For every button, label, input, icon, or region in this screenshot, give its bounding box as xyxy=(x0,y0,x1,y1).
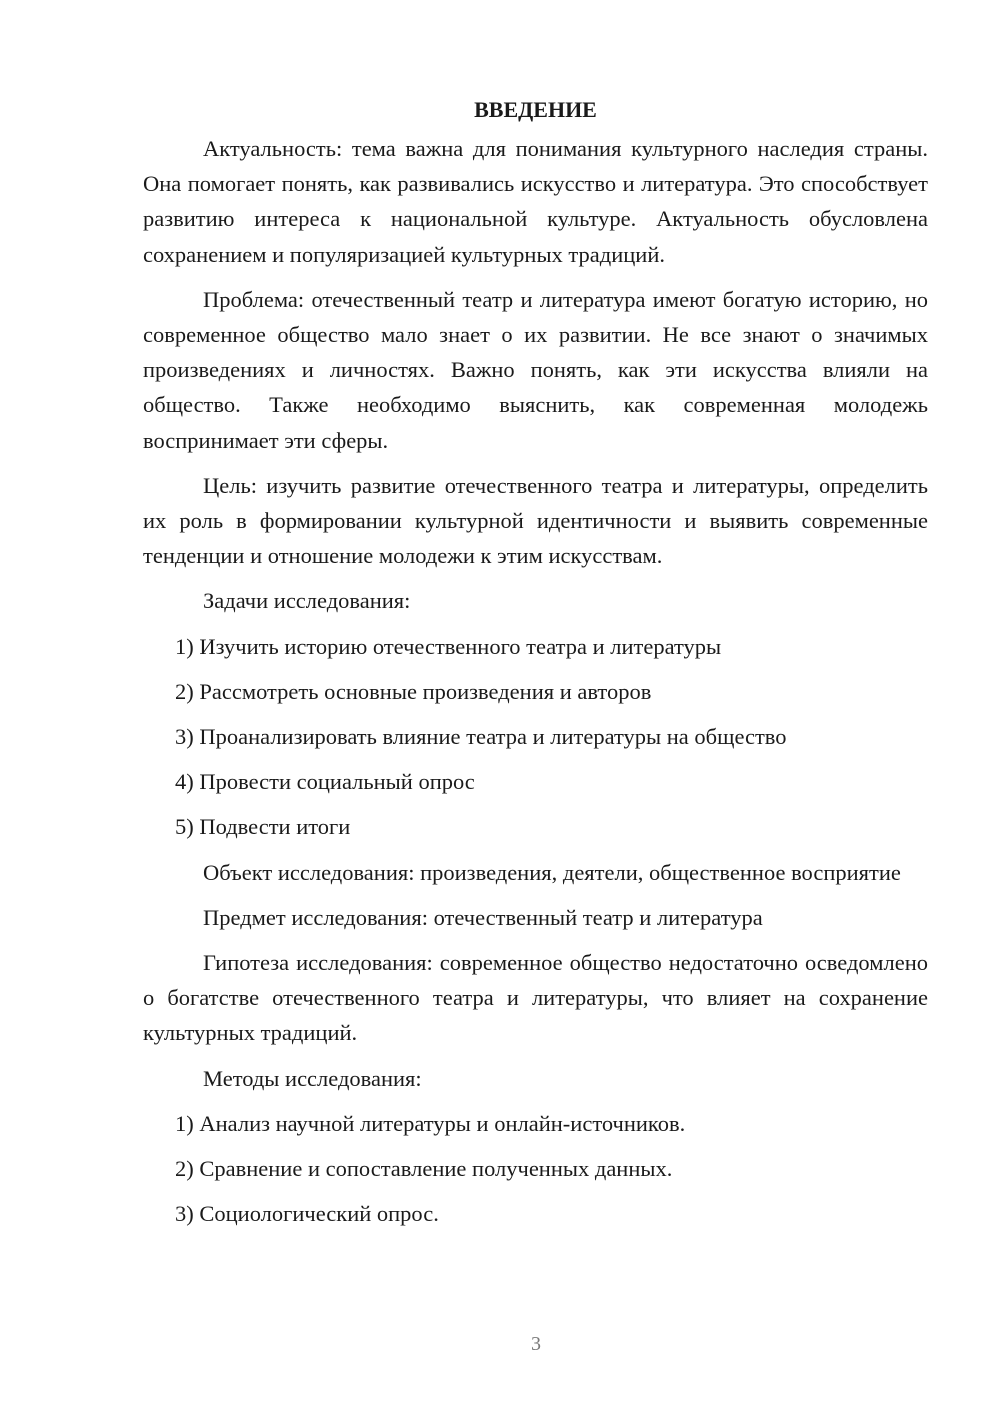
goal-paragraph: Цель: изучить развитие отечественного театра и литературы, определить их роль в формировании культурной идентичности и выявить современные тенденции и отношение молодежи к этим искусствам. xyxy=(143,472,928,569)
list-item: 2) Сравнение и сопоставление полученных данных. xyxy=(175,1156,673,1182)
list-item: 1) Анализ научной литературы и онлайн-источников. xyxy=(175,1110,686,1136)
page-number: 3 xyxy=(531,1333,541,1355)
object-paragraph: Объект исследования: произведения, деятели, общественное восприятие xyxy=(203,859,901,885)
methods-list xyxy=(143,1106,928,1232)
document-page xyxy=(143,92,928,1241)
list-item: 5) Подвести итоги xyxy=(175,814,351,840)
problem-paragraph: Проблема: отечественный театр и литература имеют богатую историю, но современное общество мало знает о их развитии. Не все знают о значимых произведениях и личностях. Важно понять, как эти искусства влияли на общество. Также необходимо выяснить, как современная молодежь воспринимает эти сферы. xyxy=(143,286,928,453)
methods-heading: Методы исследования: xyxy=(203,1065,422,1091)
list-item: 4) Провести социальный опрос xyxy=(175,769,475,795)
tasks-heading: Задачи исследования: xyxy=(203,588,411,614)
list-item: 2) Рассмотреть основные произведения и авторов xyxy=(175,678,652,704)
list-item: 3) Проанализировать влияние театра и литературы на общество xyxy=(175,724,787,750)
list-item: 3) Социологический опрос. xyxy=(175,1201,439,1227)
list-item: 1) Изучить историю отечественного театра и литературы xyxy=(175,633,722,659)
section-title: ВВЕДЕНИЕ xyxy=(474,97,597,122)
subject-paragraph: Предмет исследования: отечественный театр и литература xyxy=(203,904,763,930)
hypothesis-paragraph: Гипотеза исследования: современное общество недостаточно осведомлено о богатстве отечественного театра и литературы, что влияет на сохранение культурных традиций. xyxy=(143,950,928,1046)
tasks-list xyxy=(143,629,928,845)
relevance-paragraph: Актуальность: тема важна для понимания культурного наследия страны. Она помогает понять, как развивались искусство и литература. Это способствует развитию интереса к национальной культуре. Актуальность обусловлена сохранением и популяризацией культурных традиций. xyxy=(143,136,928,267)
